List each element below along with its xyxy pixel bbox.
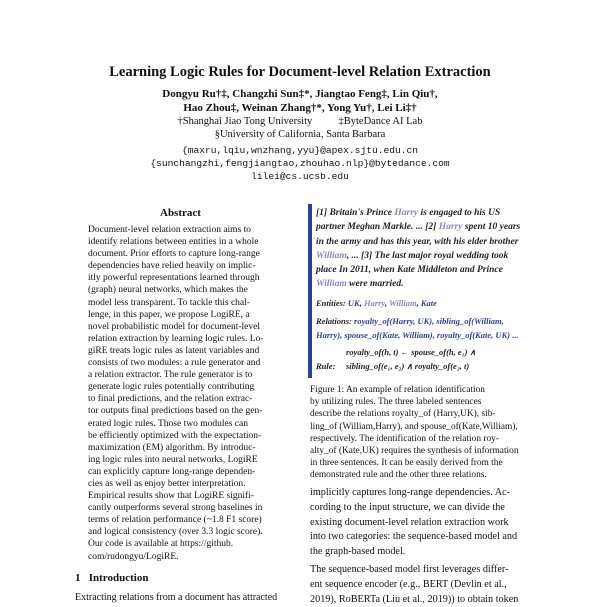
example-line-3: in the army and has this year, with his elder brother [316, 236, 519, 247]
abstract-line: (graph) neural networks, which makes the [88, 285, 248, 296]
caption-line: describe the relations royalty_of (Harry,UK), sib- [310, 409, 496, 420]
example-line-5: place In 2011, when Kate Middleton and Prince [316, 265, 503, 276]
abstract-line: lenge, in this paper, we propose LogiRE, a [88, 309, 250, 320]
entity-william: William [316, 250, 347, 261]
example-text: is engaged to his US [418, 208, 501, 218]
example-line-4 [316, 249, 592, 263]
abstract-body [88, 224, 300, 563]
body-line: cording to the input structure, we can divide the [310, 501, 505, 513]
example-line-6 [316, 277, 592, 291]
caption-line: respectively. The identification of the relation roy- [310, 433, 499, 444]
abstract-line: maximization (EM) algorithm. By introduc- [88, 442, 256, 453]
authors-line-2: Hao Zhou‡, Weinan Zhang†*, Yong Yu†, Lei Li‡† [183, 102, 417, 114]
body-line: The sequence-based model first leverages differ- [310, 564, 509, 575]
right-column-paragraph-2 [310, 563, 596, 607]
entity-william: William [316, 279, 347, 290]
abstract-line: dependencies have relied heavily on implic- [88, 261, 256, 272]
figure-accent-bar [308, 204, 312, 378]
body-line: 2019), RoBERTa (Liu et al., 2019)) to obtain token [310, 593, 519, 605]
abstract-line: giRE treats logic rules as latent variables and [88, 345, 260, 356]
abstract-line: be efficiently optimized with the expectation- [88, 430, 262, 441]
affiliation-line-1: †Shanghai Jiao Tong University ‡ByteDance AI Lab [177, 116, 423, 127]
email-line-1: {maxru,lqiu,wnzhang,yyu}@apex.sjtu.edu.cn [181, 145, 419, 156]
abstract-line: relation extraction by learning logic rules. Lo- [88, 333, 264, 344]
abstract-line: Our code is available at https://github. [88, 539, 234, 550]
example-text: , ... [3] The last major royal wedding took [346, 250, 509, 261]
section-1-first-line: Extracting relations from a document has attracted [75, 592, 278, 603]
entity-harry: Harry [363, 297, 385, 308]
abstract-line: identify relations between entities in a whole [88, 237, 259, 248]
abstract-line: com/rudongyu/LogiRE. [88, 551, 179, 562]
caption-line: alty_of (Kate,UK) requires the synthesis of information [310, 446, 519, 457]
abstract-line: and logical consistency (over 3.3 logic score). [88, 527, 263, 538]
body-line: into two categories: the sequence-based model and [310, 531, 518, 543]
abstract-line: model less transparent. To tackle this chal- [88, 297, 250, 308]
relations-label: Relations: [316, 316, 352, 327]
entity-kate: Kate [420, 297, 437, 308]
paper-title: Learning Logic Rules for Document-level Relation Extraction [109, 64, 491, 80]
example-text: [1] Britain's Prince [316, 208, 395, 218]
abstract-line: cantly outperforms several strong baselines in [88, 503, 263, 514]
affiliation-line-2: §University of California, Santa Barbara [214, 129, 386, 140]
abstract-line: to final predictions, and the relation extrac- [88, 394, 253, 405]
abstract-line: consists of two modules: a rule generator and [88, 358, 261, 369]
caption-line: in three sentences. It can be easily derived from the [310, 458, 503, 469]
rule-label: Rule: [316, 360, 336, 371]
example-text: partner Meghan Markle. ... [2] [316, 222, 439, 233]
example-text: spent 10 years [462, 222, 521, 233]
abstract-line: terms of relation performance (~1.8 F1 score) [88, 515, 262, 526]
figure-caption [310, 384, 592, 482]
caption-line: by utilizing rules. The three labeled sentences [310, 397, 482, 408]
abstract-heading: Abstract [160, 207, 201, 219]
email-line-2: {sunchangzhi,fengjiangtao,zhouhao.nlp}@bytedance.com [150, 158, 450, 169]
relations-line-2: Harry), spouse_of(Kate, William), royalty_of(Kate, UK) ... [316, 330, 519, 341]
abstract-line: ing logic rules into neural networks, LogiRE [88, 454, 258, 465]
caption-line: demonstrated rule and the other three relations. [310, 470, 487, 481]
abstract-line: itly powerful representations learned through [88, 273, 260, 284]
body-line: implicitly captures long-range dependencies. Ac- [310, 487, 510, 498]
relations-line-1 [316, 314, 592, 328]
abstract-line: a relation extractor. The rule generator is to [88, 370, 253, 381]
example-line-1 [316, 206, 592, 220]
abstract-line: Document-level relation extraction aims to [88, 225, 252, 235]
entity-william: William [389, 297, 417, 308]
email-line-3: lilei@cs.ucsb.edu [251, 171, 349, 182]
rule-line-2 [316, 359, 592, 373]
abstract-line: novel probabilistic model for document-level [88, 321, 261, 332]
right-column-paragraph-1 [310, 486, 596, 560]
rule-line-1 [316, 345, 592, 359]
abstract-line: Empirical results show that LogiRE signifi- [88, 491, 254, 502]
caption-line: Figure 1: An example of relation identification [310, 385, 485, 395]
example-line-2 [316, 220, 592, 234]
abstract-line: cies as well as enjoy better interpretation. [88, 478, 246, 489]
relations-text: royalty_of(Harry, UK), sibling_of(William, [354, 316, 504, 327]
entities-line: Entities: UK, Harry, William, Kate [316, 297, 437, 308]
authors-line-1: Dongyu Ru†‡, Changzhi Sun‡*, Jiangtao Feng‡, Lin Qiu†, [162, 88, 438, 100]
caption-line: ling_of (William,Harry), and spouse_of(Kate,William), [310, 421, 518, 432]
rule-text: royalty_of(h, t) ← spouse_of(h, e₁) ∧ [346, 346, 476, 357]
section-1-heading: 1 Introduction [75, 572, 149, 584]
rule-text: sibling_of(e₁, e₂) ∧ royalty_of(e₂, t) [346, 360, 470, 371]
abstract-line: can explicitly capture long-range dependen- [88, 466, 256, 477]
entity-harry: Harry [394, 208, 419, 218]
abstract-line: document. Prior efforts to capture long-range [88, 249, 260, 260]
body-line: existing document-level relation extraction work [310, 516, 509, 528]
entities-label: Entities: [316, 297, 346, 308]
body-line: the graph-based model. [310, 546, 406, 558]
abstract-line: erated logic rules. Those two modules can [88, 418, 248, 429]
entity-uk: UK [347, 297, 360, 308]
abstract-line: tor outputs final predictions based on the gen- [88, 406, 263, 417]
example-text: were married. [346, 279, 404, 290]
figure-example-text [316, 206, 592, 373]
entity-harry: Harry [438, 222, 463, 233]
abstract-line: generate logic rules potentially contributing [88, 382, 255, 393]
body-line: ent sequence encoder (e.g., BERT (Devlin et al., [310, 578, 507, 590]
